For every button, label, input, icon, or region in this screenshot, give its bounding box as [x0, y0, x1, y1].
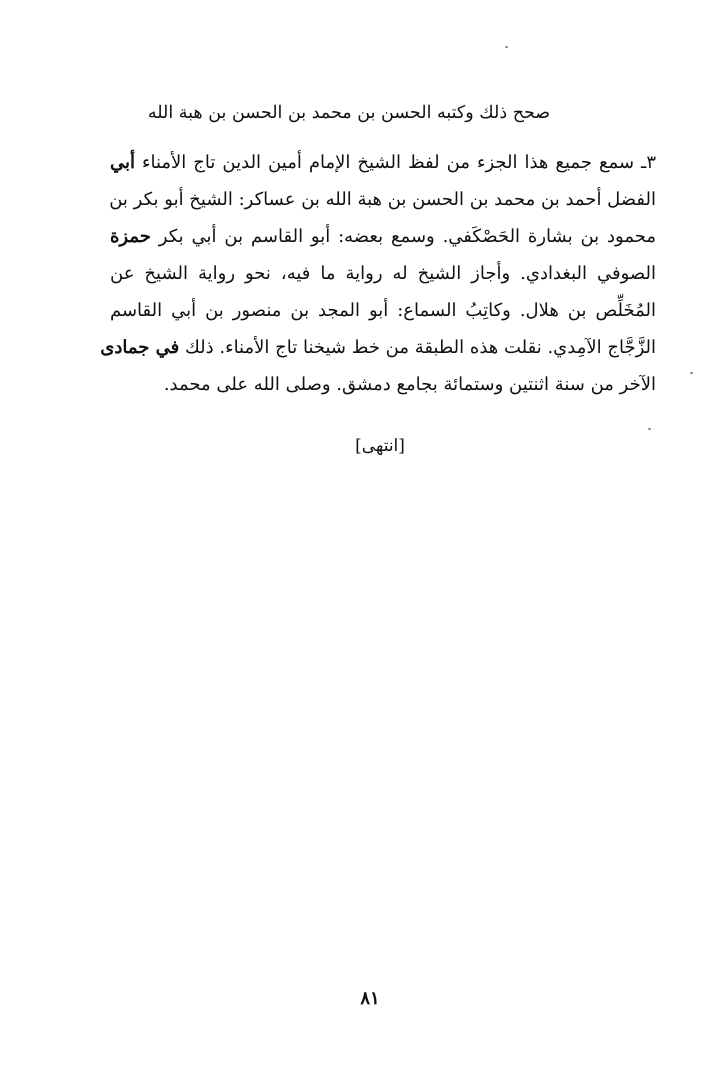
- page-number: ٨١: [360, 988, 380, 1009]
- scan-speck: [648, 428, 651, 430]
- paragraph-line-6: [100, 335, 656, 361]
- paragraph-line-3: [110, 224, 656, 250]
- paragraph-line-5: المُخَلِّص بن هلال. وكاتِبُ السماع: أبو المجد بن منصور بن أبي القاسم: [110, 300, 656, 321]
- line-bold-text: في جمادى: [100, 337, 180, 358]
- line-text: ٣ـ سمع جميع هذا الجزء من لفظ الشيخ الإمام أمين الدين تاج الأمناء: [142, 152, 656, 173]
- paragraph-line-2: الفضل أحمد بن محمد بن الحسن بن هبة الله بن عساكر: الشيخ أبو بكر بن: [109, 189, 656, 210]
- paragraph-line-7: الآخر من سنة اثنتين وستمائة بجامع دمشق. وصلى الله على محمد.: [163, 374, 656, 395]
- line-text: محمود بن بشارة الحَصْكَفي. وسمع بعضه: أبو القاسم بن أبي بكر: [158, 226, 656, 247]
- scan-speck: [505, 46, 508, 48]
- attestation-heading: صحح ذلك وكتبه الحسن بن محمد بن الحسن بن هبة الله: [147, 103, 551, 123]
- line-bold-text: حمزة: [110, 226, 151, 247]
- end-marker: [انتهى]: [355, 436, 405, 456]
- scan-speck: [690, 372, 693, 374]
- paragraph-line-4: الصوفي البغدادي. وأجاز الشيخ له رواية ما فيه، نحو رواية الشيخ عن: [110, 263, 656, 284]
- paragraph-line-1: [110, 150, 656, 176]
- line-bold-text: أبي: [110, 152, 136, 173]
- line-text: الزَّجَّاج الآمِدي. نقلت هذه الطبقة من خط شيخنا تاج الأمناء. ذلك: [185, 337, 656, 358]
